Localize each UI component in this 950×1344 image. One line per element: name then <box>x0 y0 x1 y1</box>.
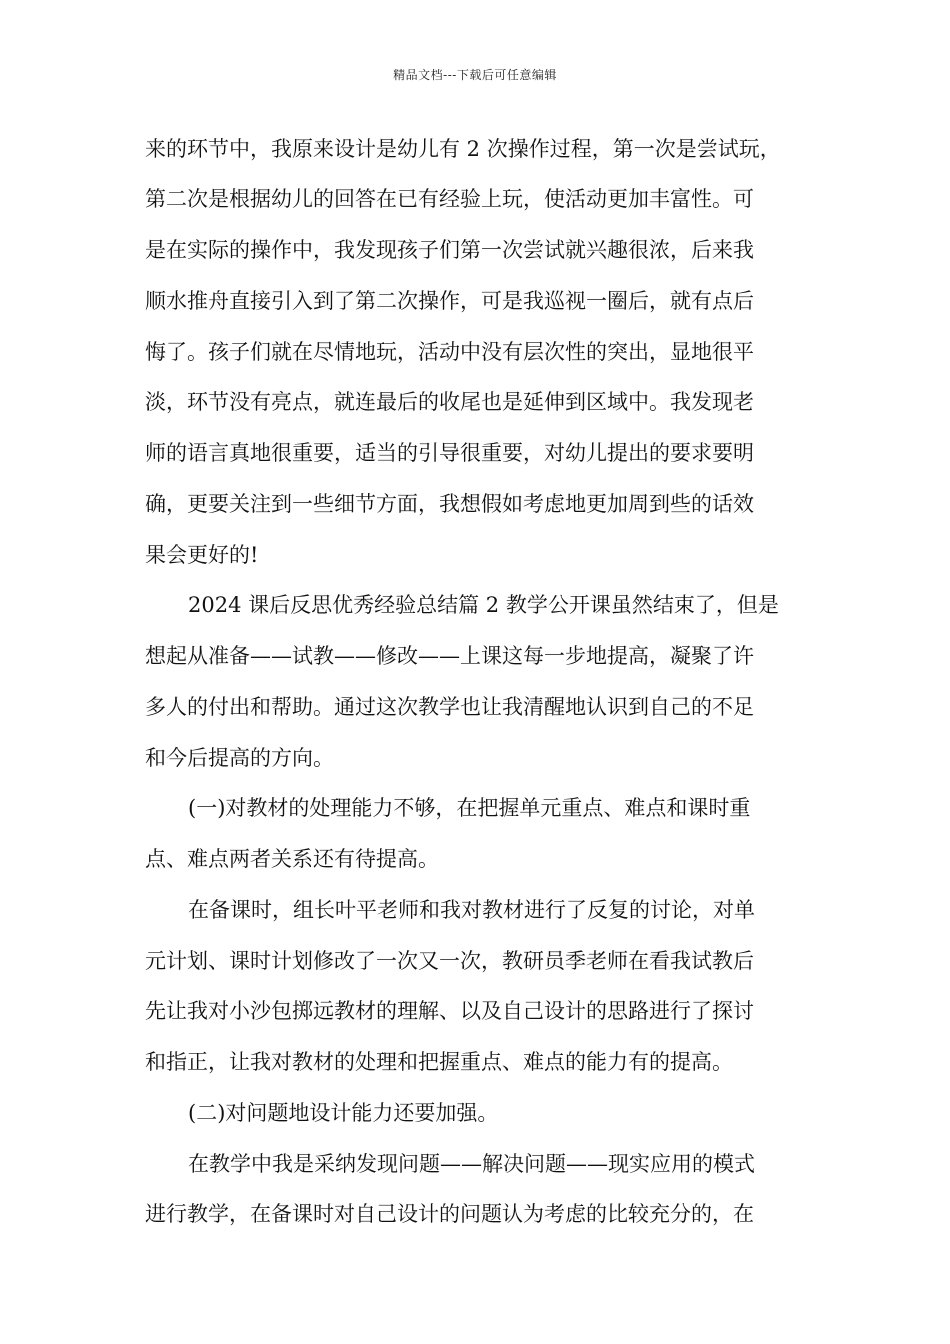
body-line-22: 进行教学，在备课时对自己设计的问题认为考虑的比较充分的，在 <box>145 1202 754 1226</box>
body-line-1: 来的环节中，我原来设计是幼儿有 2 次操作过程，第一次是尝试玩， <box>145 137 781 161</box>
body-line-9: 果会更好的! <box>145 543 259 567</box>
body-line-14: (一)对教材的处理能力不够，在把握单元重点、难点和课时重 <box>188 796 751 820</box>
body-line-13: 和今后提高的方向。 <box>145 746 334 770</box>
body-line-6: 淡，环节没有亮点，就连最后的收尾也是延伸到区域中。我发现老 <box>145 390 754 414</box>
body-line-2: 第二次是根据幼儿的回答在已有经验上玩，使活动更加丰富性。可 <box>145 187 754 211</box>
body-line-12: 多人的付出和帮助。通过这次教学也让我清醒地认识到自己的不足 <box>145 695 754 719</box>
body-line-21: 在教学中我是采纳发现问题——解决问题——现实应用的模式 <box>188 1152 755 1176</box>
body-line-8: 确，更要关注到一些细节方面，我想假如考虑地更加周到些的话效 <box>145 492 754 516</box>
body-line-19: 和指正，让我对教材的处理和把握重点、难点的能力有的提高。 <box>145 1050 733 1074</box>
body-line-4: 顺水推舟直接引入到了第二次操作，可是我巡视一圈后，就有点后 <box>145 289 754 313</box>
body-line-16: 在备课时，组长叶平老师和我对教材进行了反复的讨论，对单 <box>188 898 755 922</box>
body-line-10: 2024 课后反思优秀经验总结篇 2 教学公开课虽然结束了，但是 <box>188 593 779 617</box>
body-line-3: 是在实际的操作中，我发现孩子们第一次尝试就兴趣很浓，后来我 <box>145 238 754 262</box>
page-header: 精品文档---下载后可任意编辑 <box>393 68 557 82</box>
body-line-11: 想起从准备——试教——修改——上课这每一步地提高，凝聚了许 <box>145 644 754 668</box>
body-line-17: 元计划、课时计划修改了一次又一次，教研员季老师在看我试教后 <box>145 949 754 973</box>
body-line-18: 先让我对小沙包掷远教材的理解、以及自己设计的思路进行了探讨 <box>145 999 754 1023</box>
body-line-20: (二)对问题地设计能力还要加强。 <box>188 1101 499 1125</box>
body-line-7: 师的语言真地很重要，适当的引导很重要，对幼儿提出的要求要明 <box>145 441 754 465</box>
body-line-15: 点、难点两者关系还有待提高。 <box>145 847 439 871</box>
body-line-5: 悔了。孩子们就在尽情地玩，活动中没有层次性的突出，显地很平 <box>145 340 754 364</box>
